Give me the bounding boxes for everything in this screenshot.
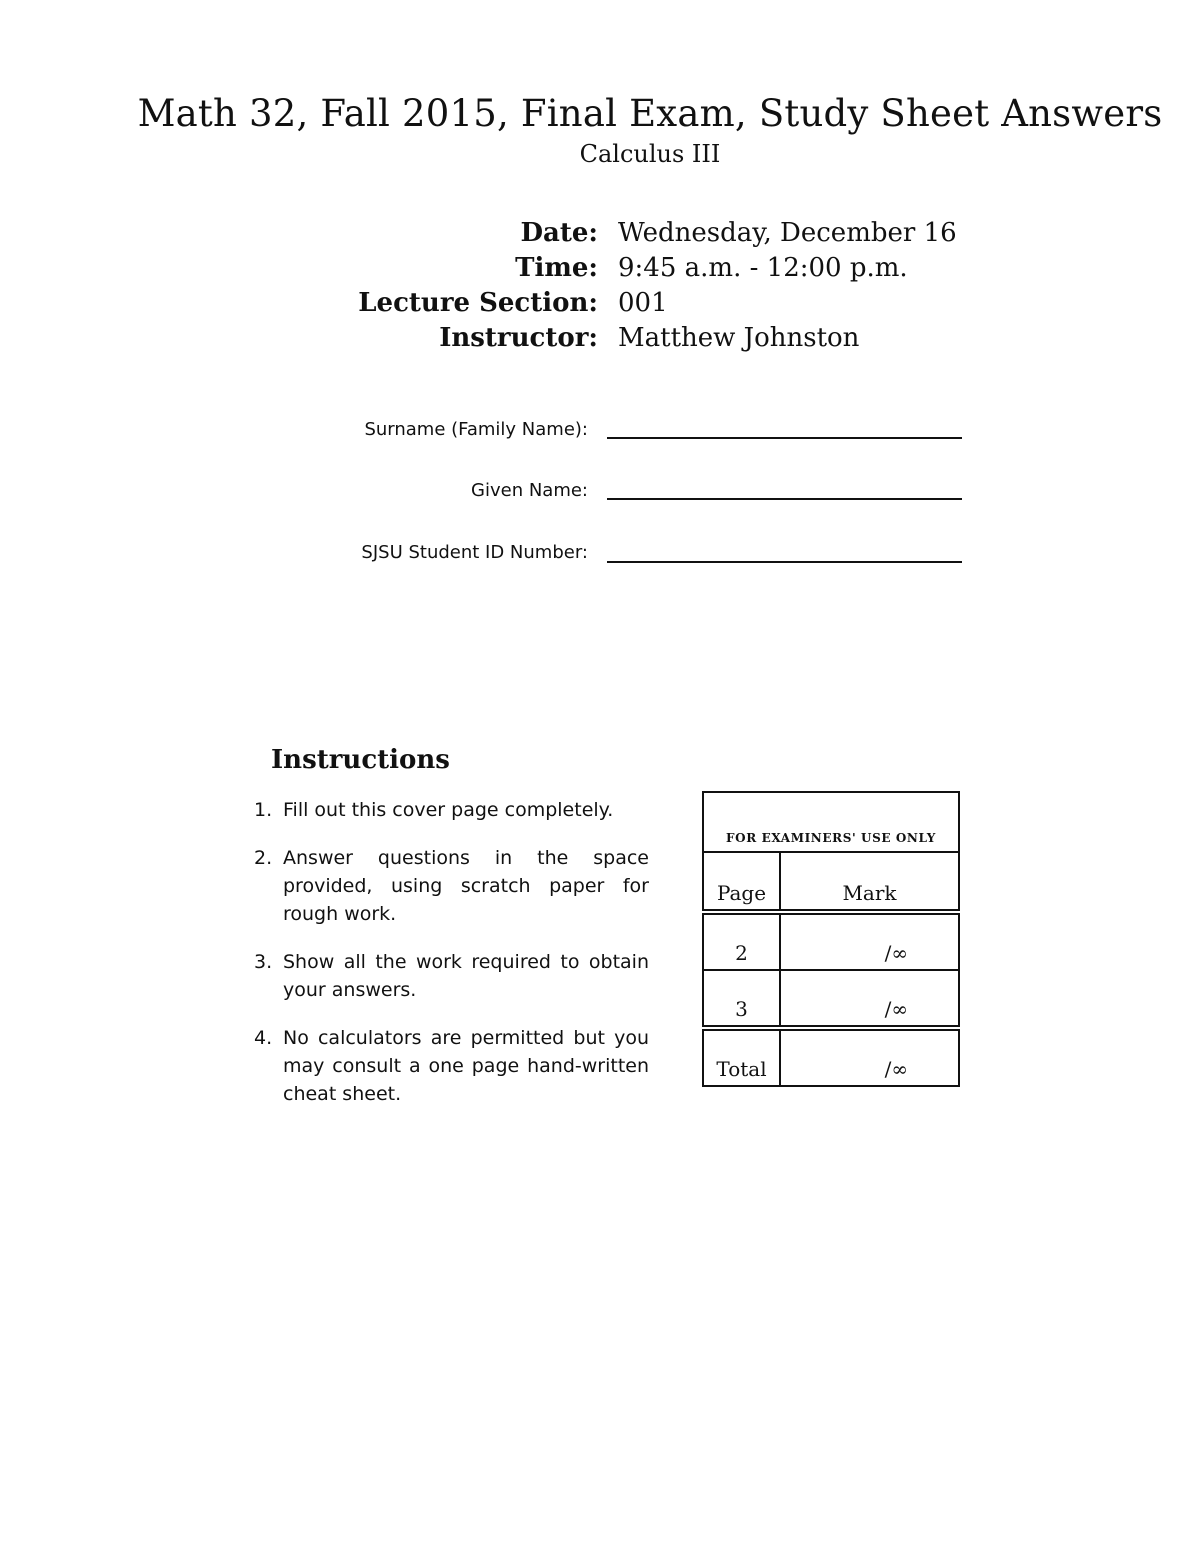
page-cell: 2 [703,914,780,970]
page-cell: 3 [703,970,780,1026]
time-label: Time: [515,253,598,283]
surname-label: Surname (Family Name): [364,419,588,440]
instructions-list [254,796,649,1128]
mark-cell[interactable]: /∞ [780,970,959,1026]
instruction-text: Fill out this cover page completely. [283,799,614,821]
instruction-text: Answer questions in the space provided, using scratch paper for rough work. [283,847,649,925]
student-id-label: SJSU Student ID Number: [361,542,588,563]
instructor-value: Matthew Johnston [618,323,860,353]
given-name-label: Given Name: [471,480,588,501]
lecture-section-value: 001 [618,288,668,318]
date-value: Wednesday, December 16 [618,218,957,248]
total-mark-cell[interactable]: /∞ [780,1030,959,1086]
instructor-label: Instructor: [439,323,598,353]
student-id-field[interactable] [607,561,962,563]
mark-cell[interactable]: /∞ [780,914,959,970]
instruction-item [254,948,649,1004]
date-label: Date: [520,218,598,248]
page-subtitle: Calculus III [579,140,721,168]
instruction-item [254,844,649,928]
total-row [703,1030,959,1086]
instruction-number: 3. [254,951,273,973]
instruction-number: 4. [254,1027,273,1049]
page-column-header: Page [703,852,780,910]
instruction-number: 2. [254,847,273,869]
instruction-text: No calculators are permitted but you may consult a one page hand-written cheat sheet. [283,1027,649,1105]
lecture-section-label: Lecture Section: [358,288,598,318]
page-title: Math 32, Fall 2015, Final Exam, Study Sheet Answers [137,92,1163,135]
surname-field[interactable] [607,437,962,439]
given-name-field[interactable] [607,498,962,500]
total-label: Total [703,1030,780,1086]
examiners-table-header: FOR EXAMINERS' USE ONLY [703,792,959,852]
instruction-item [254,1024,649,1108]
instruction-item [254,796,649,824]
instruction-text: Show all the work required to obtain your answers. [283,951,649,1001]
time-value: 9:45 a.m. - 12:00 p.m. [618,253,908,283]
instructions-heading: Instructions [271,745,450,775]
examiners-table [702,791,960,1087]
table-row [703,970,959,1026]
table-row [703,914,959,970]
mark-column-header: Mark [780,852,959,910]
instruction-number: 1. [254,799,273,821]
